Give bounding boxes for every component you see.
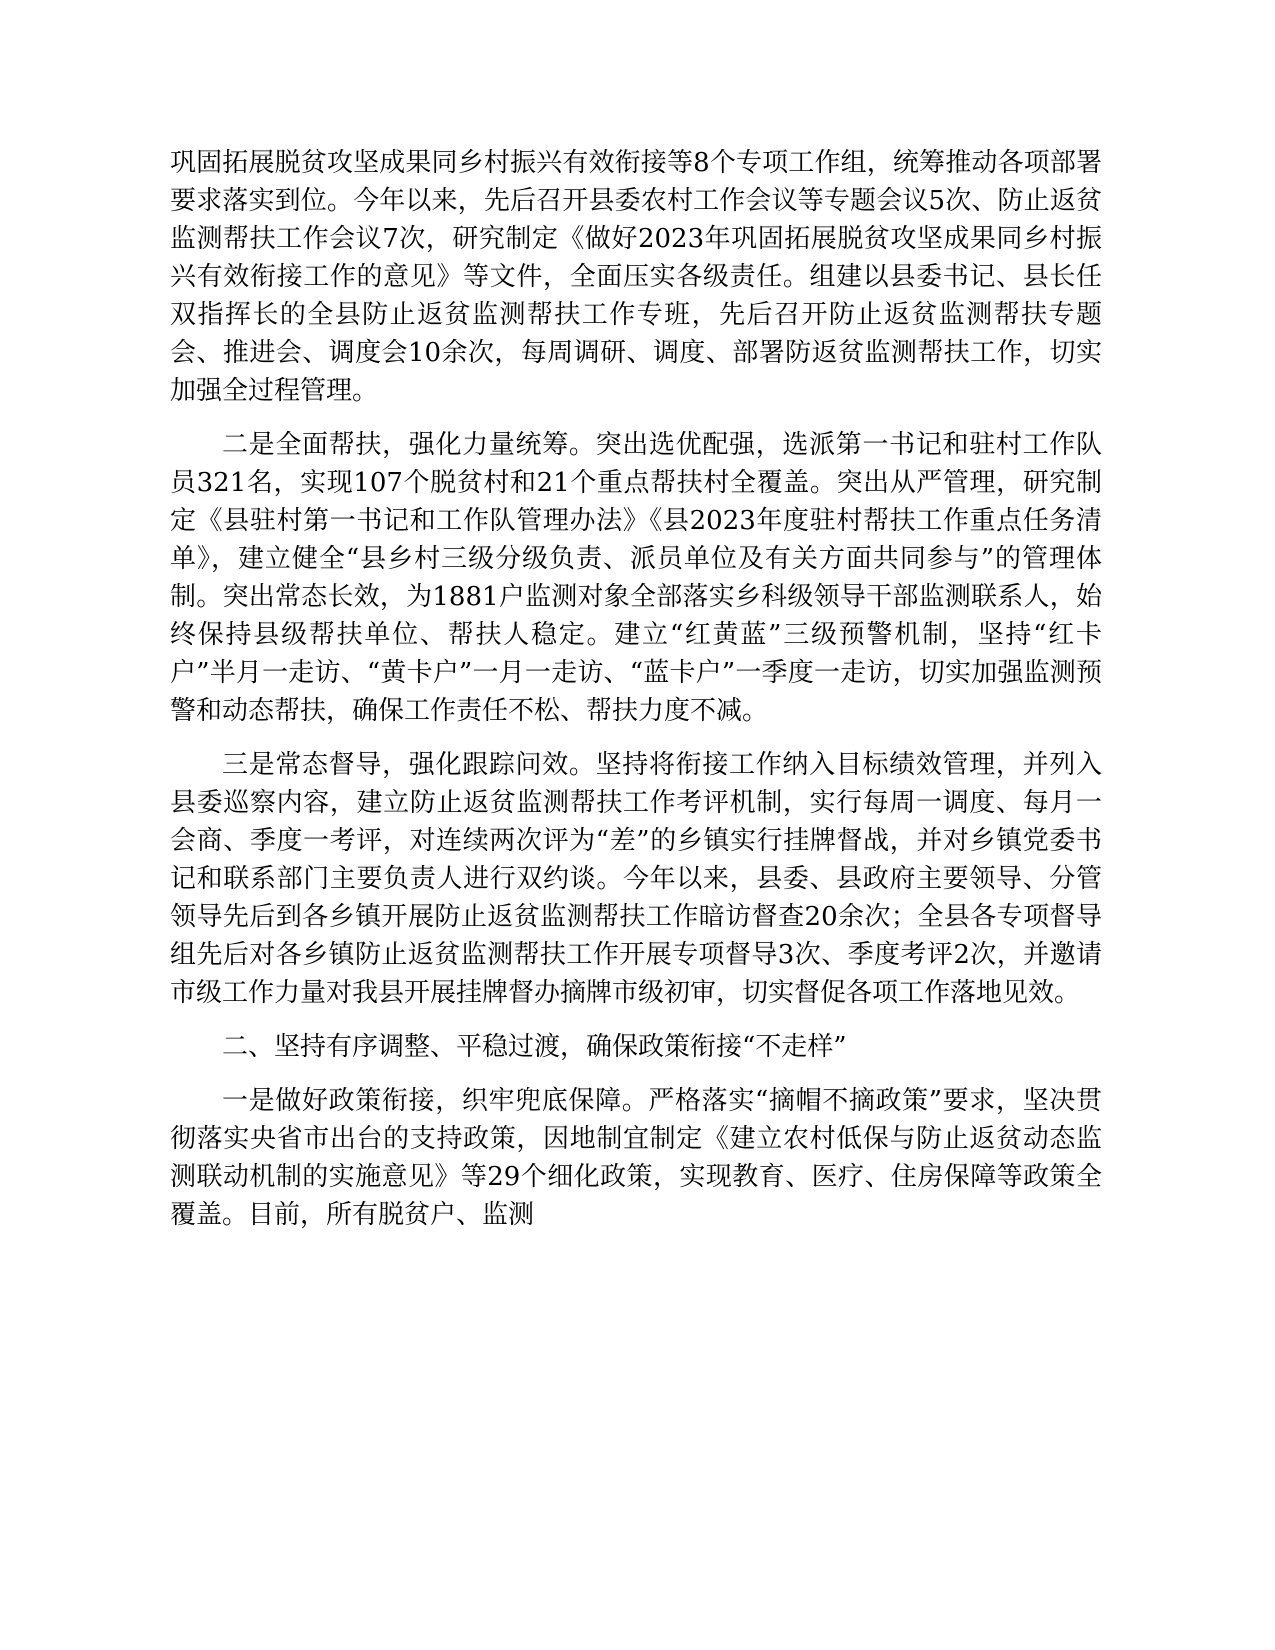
paragraph-comprehensive-assistance: 二是全面帮扶，强化力量统筹。突出选优配强，选派第一书记和驻村工作队员321名，实现107个脱贫村和21个重点帮扶村全覆盖。突出从严管理，研究制定《县驻村第一书记和工作队管理办法》《县2023年度驻村帮扶工作重点任务清单》，建立健全“县乡村三级分级负责、派员单位及有关方面共同参与”的管理体制。突出常态长效，为1881户监测对象全部落实乡科级领导干部监测联系人，始终保持县级帮扶单位、帮扶人稳定。建立“红黄蓝”三级预警机制，坚持“红卡户”半月一走访、“黄卡户”一月一走访、“蓝卡户”一季度一走访，切实加强监测预警和动态帮扶，确保工作责任不松、帮扶力度不减。 [170,430,1102,726]
paragraph-policy-connection: 一是做好政策衔接，织牢兜底保障。严格落实“摘帽不摘政策”要求，坚决贯彻落实央省市出台的支持政策，因地制宜制定《建立农村低保与防止返贫动态监测联动机制的实施意见》等29个细化政策，实现教育、医疗、住房保障等政策全覆盖。目前，所有脱贫户、监测 [170,1086,1102,1230]
section-heading: 二、坚持有序调整、平稳过渡，确保政策衔接“不走样” [222,1032,847,1062]
document-body [170,144,1102,1250]
paragraph-continuation: 巩固拓展脱贫攻坚成果同乡村振兴有效衔接等8个专项工作组，统筹推动各项部署要求落实到位。今年以来，先后召开县委农村工作会议等专题会议5次、防止返贫监测帮扶工作会议7次，研究制定《做好2023年巩固拓展脱贫攻坚成果同乡村振兴有效衔接工作的意见》等文件，全面压实各级责任。组建以县委书记、县长任双指挥长的全县防止返贫监测帮扶工作专班，先后召开防止返贫监测帮扶专题会、推进会、调度会10余次，每周调研、调度、部署防返贫监测帮扶工作，切实加强全过程管理。 [170,148,1102,406]
paragraph-regular-supervision: 三是常态督导，强化跟踪问效。坚持将衔接工作纳入目标绩效管理，并列入县委巡察内容，建立防止返贫监测帮扶工作考评机制，实行每周一调度、每月一会商、季度一考评，对连续两次评为“差”的乡镇实行挂牌督战，并对乡镇党委书记和联系部门主要负责人进行双约谈。今年以来，县委、县政府主要领导、分管领导先后到各乡镇开展防止返贫监测帮扶工作暗访督查20余次；全县各专项督导组先后对各乡镇防止返贫监测帮扶工作开展专项督导3次、季度考评2次，并邀请市级工作力量对我县开展挂牌督办摘牌市级初审，切实督促各项工作落地见效。 [170,750,1102,1008]
